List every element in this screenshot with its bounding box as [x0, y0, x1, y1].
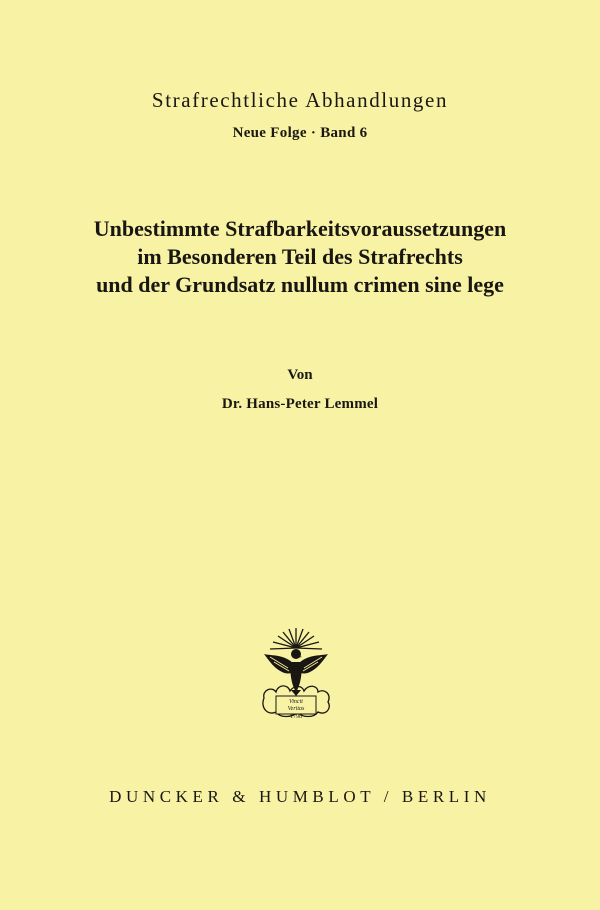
author-name: Dr. Hans-Peter Lemmel	[221, 396, 379, 412]
title-line-3: und der Grundsatz nullum crimen sine lege	[96, 272, 504, 297]
volume-label: Neue Folge · Band 6	[232, 125, 368, 141]
logo-motto-2: Veritas	[287, 706, 305, 712]
logo-year: 1798	[290, 714, 302, 720]
logo-motto-1: Vincit	[289, 699, 303, 705]
eagle-emblem-icon	[258, 624, 334, 720]
series-title: Strafrechtliche Abhandlungen	[151, 88, 449, 112]
title-line-2: im Besonderen Teil des Strafrechts	[137, 244, 463, 269]
by-label: Von	[287, 367, 313, 383]
publisher-name: DUNCKER & HUMBLOT / BERLIN	[109, 787, 491, 806]
title-line-1: Unbestimmte Strafbarkeitsvoraussetzungen	[93, 216, 507, 241]
